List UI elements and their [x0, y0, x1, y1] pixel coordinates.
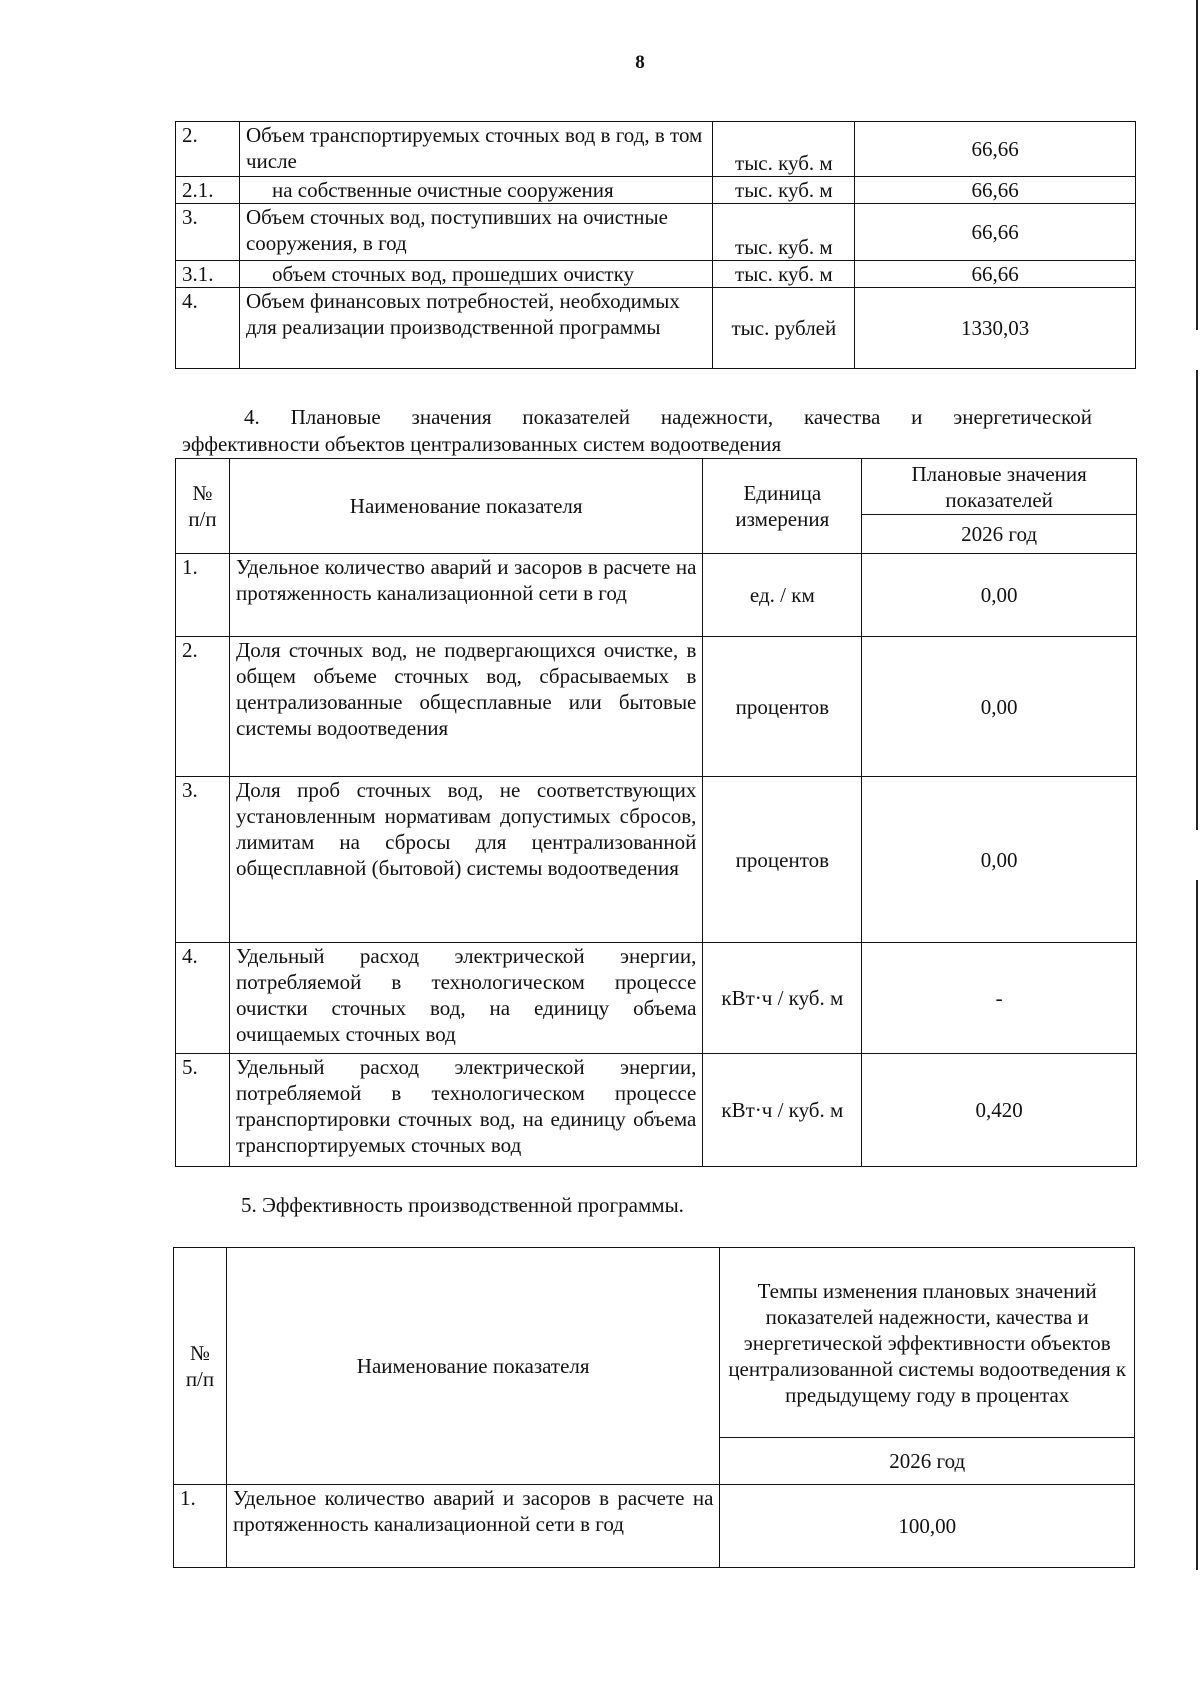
row-unit: кВт·ч / куб. м — [703, 943, 862, 1054]
row-unit: тыс. куб. м — [713, 177, 855, 204]
table-header-row — [176, 459, 1137, 515]
row-unit: кВт·ч / куб. м — [703, 1054, 862, 1167]
table-row — [176, 204, 1136, 261]
row-number: 1. — [176, 554, 230, 637]
row-value: 100,00 — [720, 1485, 1135, 1568]
row-value: 66,66 — [855, 177, 1136, 204]
page-number: 8 — [635, 52, 645, 73]
header-year: 2026 год — [862, 515, 1137, 554]
reliability-indicators-table — [175, 458, 1137, 1167]
row-number: 4. — [176, 288, 240, 369]
production-volumes-table — [175, 121, 1136, 369]
row-value: 66,66 — [855, 204, 1136, 261]
row-name: Объем финансовых потребностей, необходимых для реализации производственной программы — [239, 288, 712, 369]
row-number: 2. — [176, 122, 240, 177]
table-row — [176, 261, 1136, 288]
row-number: 1. — [174, 1485, 227, 1568]
row-value: 66,66 — [855, 261, 1136, 288]
row-name: Доля сточных вод, не подвергающихся очистке, в общем объеме сточных вод, сбрасываемых в централизованные общесплавные или бытовые системы водоотведения — [229, 637, 702, 777]
row-value: 0,00 — [862, 637, 1137, 777]
row-name: Объем сточных вод, поступивших на очистные сооружения, в год — [239, 204, 712, 261]
row-number: 4. — [176, 943, 230, 1054]
section-4-heading — [182, 404, 1092, 458]
table-row — [176, 177, 1136, 204]
row-name: на собственные очистные сооружения — [239, 177, 712, 204]
section-4-heading-line1: 4. Плановые значения показателей надежности, качества и энергетической — [244, 405, 1092, 429]
row-name: Удельное количество аварий и засоров в расчете на протяженность канализационной сети в год — [226, 1485, 719, 1568]
row-number: 3. — [176, 777, 230, 943]
row-value: 66,66 — [855, 122, 1136, 177]
row-name: Доля проб сточных вод, не соответствующих установленным нормативам допустимых сбросов, лимитам на сбросы для централизованной общесплавной (бытовой) системы водоотведения — [229, 777, 702, 943]
row-unit: тыс. куб. м — [713, 204, 855, 261]
table-row — [176, 637, 1137, 777]
row-name: Удельный расход электрической энергии, потребляемой в технологическом процессе очистки сточных вод, на единицу объема очищаемых сточных вод — [229, 943, 702, 1054]
row-unit: тыс. куб. м — [713, 261, 855, 288]
row-unit: ед. / км — [703, 554, 862, 637]
scan-edge-line — [1196, 0, 1198, 330]
scan-edge-line — [1196, 370, 1198, 830]
table-row — [176, 943, 1137, 1054]
table-row — [176, 777, 1137, 943]
header-rates: Темпы изменения плановых значений показателей надежности, качества и энергетической эффективности объектов централизованной системы водоотведения к предыдущему году в процентах — [720, 1248, 1135, 1438]
header-year: 2026 год — [720, 1438, 1135, 1485]
row-value: 1330,03 — [855, 288, 1136, 369]
table-row — [176, 122, 1136, 177]
row-unit: тыс. рублей — [713, 288, 855, 369]
row-value: - — [862, 943, 1137, 1054]
row-name: объем сточных вод, прошедших очистку — [239, 261, 712, 288]
header-name: Наименование показателя — [229, 459, 702, 554]
header-unit: Единица измерения — [703, 459, 862, 554]
header-num: № п/п — [174, 1248, 227, 1485]
table-header-row — [174, 1248, 1135, 1438]
row-unit: тыс. куб. м — [713, 122, 855, 177]
section-5-heading: 5. Эффективность производственной программы. — [241, 1193, 684, 1217]
row-unit: процентов — [703, 637, 862, 777]
row-number: 2.1. — [176, 177, 240, 204]
row-unit: процентов — [703, 777, 862, 943]
section-4-heading-line2: эффективности объектов централизованных систем водоотведения — [182, 432, 782, 456]
row-name: Объем транспортируемых сточных вод в год, в том числе — [239, 122, 712, 177]
row-number: 3. — [176, 204, 240, 261]
row-value: 0,420 — [862, 1054, 1137, 1167]
header-planned: Плановые значения показателей — [862, 459, 1137, 515]
row-name: Удельный расход электрической энергии, потребляемой в технологическом процессе транспортировки сточных вод, на единицу объема транспортируемых сточных вод — [229, 1054, 702, 1167]
table-row — [176, 554, 1137, 637]
header-name: Наименование показателя — [226, 1248, 719, 1485]
row-value: 0,00 — [862, 777, 1137, 943]
row-name: Удельное количество аварий и засоров в расчете на протяженность канализационной сети в год — [229, 554, 702, 637]
table-row — [174, 1485, 1135, 1568]
scan-edge-line — [1196, 880, 1198, 1570]
table-row — [176, 1054, 1137, 1167]
row-value: 0,00 — [862, 554, 1137, 637]
table-row — [176, 288, 1136, 369]
header-num: № п/п — [176, 459, 230, 554]
row-number: 2. — [176, 637, 230, 777]
program-efficiency-table — [173, 1247, 1135, 1568]
row-number: 5. — [176, 1054, 230, 1167]
row-number: 3.1. — [176, 261, 240, 288]
